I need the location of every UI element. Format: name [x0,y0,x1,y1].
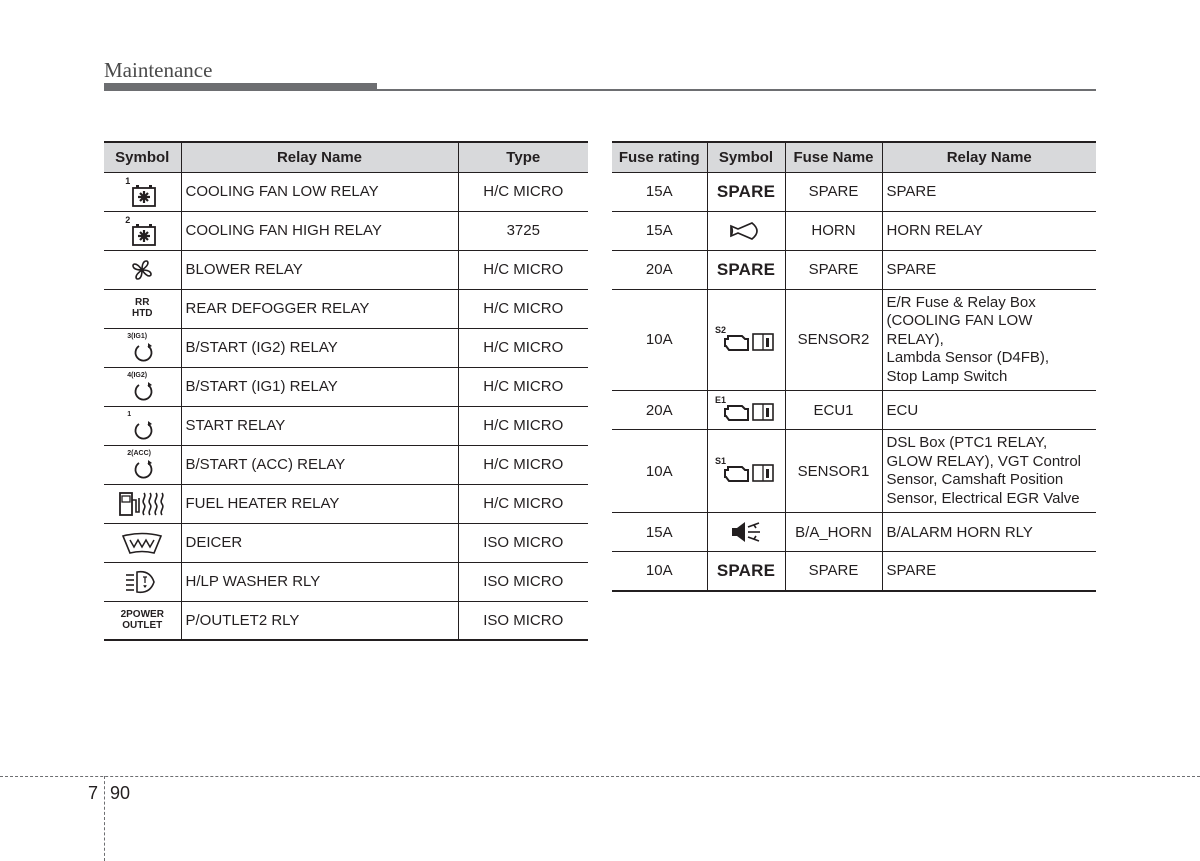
relay-symbol [104,562,181,601]
table-row [612,552,1096,591]
alarm-horn-icon [728,519,764,545]
relay-name: B/START (ACC) RELAY [181,445,458,484]
relay-name: REAR DEFOGGER RELAY [181,289,458,328]
relay-symbol [104,367,181,406]
relay-name: H/LP WASHER RLY [181,562,458,601]
table-row [612,250,1096,289]
power-outlet-label: 2POWER OUTLET [120,608,164,631]
relay-name: B/START (IG1) RELAY [181,367,458,406]
engine-check-icon: S1 [715,456,777,486]
start-relay-icon: 1 [127,411,157,441]
start-relay-icon: 2(ACC) [127,450,157,480]
table-row [612,289,1096,391]
windshield-deicer-icon [120,531,164,555]
fuse-header-fuse-name: Fuse Name [785,142,882,172]
page-number: 90 [110,783,131,803]
table-row [104,445,588,484]
relay-symbol [104,601,181,640]
fuse-relay-name: B/ALARM HORN RLY [882,513,1096,552]
fuse-symbol [707,289,785,391]
relay-symbol [104,328,181,367]
fuel-heater-icon [117,490,167,518]
fuse-symbol [707,430,785,513]
table-row [104,328,588,367]
start-relay-icon: 3(IG1) [127,333,157,363]
relay-symbol [104,211,181,250]
fuse-header-rating: Fuse rating [612,142,707,172]
table-row [612,430,1096,513]
relay-type: H/C MICRO [458,484,588,523]
relay-name: P/OUTLET2 RLY [181,601,458,640]
relay-table [104,141,588,641]
engine-check-icon: E1 [715,395,777,425]
relay-name: COOLING FAN LOW RELAY [181,172,458,211]
relay-symbol [104,172,181,211]
table-row [104,562,588,601]
fuse-rating: 20A [612,250,707,289]
fuse-rating: 15A [612,513,707,552]
fuse-symbol [707,513,785,552]
fuse-relay-name: SPARE [882,552,1096,591]
spare-label: SPARE [716,181,776,201]
relay-type: H/C MICRO [458,172,588,211]
relay-type: ISO MICRO [458,562,588,601]
cooling-fan-relay-icon: 2 [125,215,159,247]
relay-name: B/START (IG2) RELAY [181,328,458,367]
fuse-name: B/A_HORN [785,513,882,552]
rear-defogger-label: RR HTD [131,297,153,319]
relay-type: H/C MICRO [458,445,588,484]
fuse-symbol [707,250,785,289]
horn-icon [728,220,764,242]
relay-type: 3725 [458,211,588,250]
table-row [104,406,588,445]
start-relay-icon: 4(IG2) [127,372,157,402]
table-row [612,513,1096,552]
table-row [104,172,588,211]
fuse-relay-name: E/R Fuse & Relay Box (COOLING FAN LOW RELAY), Lambda Sensor (D4FB), Stop Lamp Switch [882,289,1096,391]
fuse-rating: 20A [612,391,707,430]
relay-type: H/C MICRO [458,367,588,406]
fuse-name: SPARE [785,250,882,289]
table-row [104,523,588,562]
table-row [612,172,1096,211]
fuse-symbol [707,391,785,430]
spare-label: SPARE [716,560,776,580]
header-rule [104,89,1096,91]
fuse-name: SENSOR1 [785,430,882,513]
fuse-symbol [707,211,785,250]
relay-type: ISO MICRO [458,601,588,640]
table-row [104,484,588,523]
blower-fan-icon [129,257,155,283]
engine-check-icon: S2 [715,325,777,355]
relay-symbol [104,289,181,328]
relay-header-symbol: Symbol [104,142,181,172]
relay-symbol [104,250,181,289]
footer-margin-line [104,776,105,861]
relay-symbol [104,523,181,562]
chapter-number: 7 [88,783,99,803]
table-row [612,391,1096,430]
fuse-relay-name: SPARE [882,172,1096,211]
fuse-symbol [707,172,785,211]
relay-header-type: Type [458,142,588,172]
footer-divider [0,776,1200,777]
relay-header-name: Relay Name [181,142,458,172]
page-title: Maintenance [104,58,213,82]
fuse-table [612,141,1096,592]
cooling-fan-relay-icon: 1 [125,176,159,208]
fuse-name: HORN [785,211,882,250]
fuse-relay-name: DSL Box (PTC1 RELAY, GLOW RELAY), VGT Control Sensor, Camshaft Position Sensor, Electrical EGR Valve [882,430,1096,513]
fuse-name: SPARE [785,172,882,211]
fuse-rating: 10A [612,552,707,591]
relay-name: COOLING FAN HIGH RELAY [181,211,458,250]
relay-symbol [104,445,181,484]
relay-symbol [104,406,181,445]
fuse-name: SPARE [785,552,882,591]
relay-name: START RELAY [181,406,458,445]
fuse-relay-name: ECU [882,391,1096,430]
fuse-name: SENSOR2 [785,289,882,391]
fuse-rating: 15A [612,172,707,211]
fuse-symbol [707,552,785,591]
fuse-header-relay-name: Relay Name [882,142,1096,172]
fuse-rating: 10A [612,430,707,513]
relay-type: H/C MICRO [458,328,588,367]
table-row [104,211,588,250]
relay-symbol [104,484,181,523]
fuse-name: ECU1 [785,391,882,430]
table-row [104,250,588,289]
spare-label: SPARE [716,259,776,279]
relay-name: DEICER [181,523,458,562]
table-row [104,367,588,406]
relay-name: BLOWER RELAY [181,250,458,289]
table-row [104,601,588,640]
relay-type: ISO MICRO [458,523,588,562]
fuse-relay-name: SPARE [882,250,1096,289]
relay-type: H/C MICRO [458,250,588,289]
fuse-relay-name: HORN RELAY [882,211,1096,250]
fuse-rating: 10A [612,289,707,391]
table-row [612,211,1096,250]
table-row [104,289,588,328]
headlamp-washer-icon [124,569,160,595]
relay-name: FUEL HEATER RELAY [181,484,458,523]
fuse-header-symbol: Symbol [707,142,785,172]
relay-type: H/C MICRO [458,406,588,445]
fuse-rating: 15A [612,211,707,250]
relay-type: H/C MICRO [458,289,588,328]
